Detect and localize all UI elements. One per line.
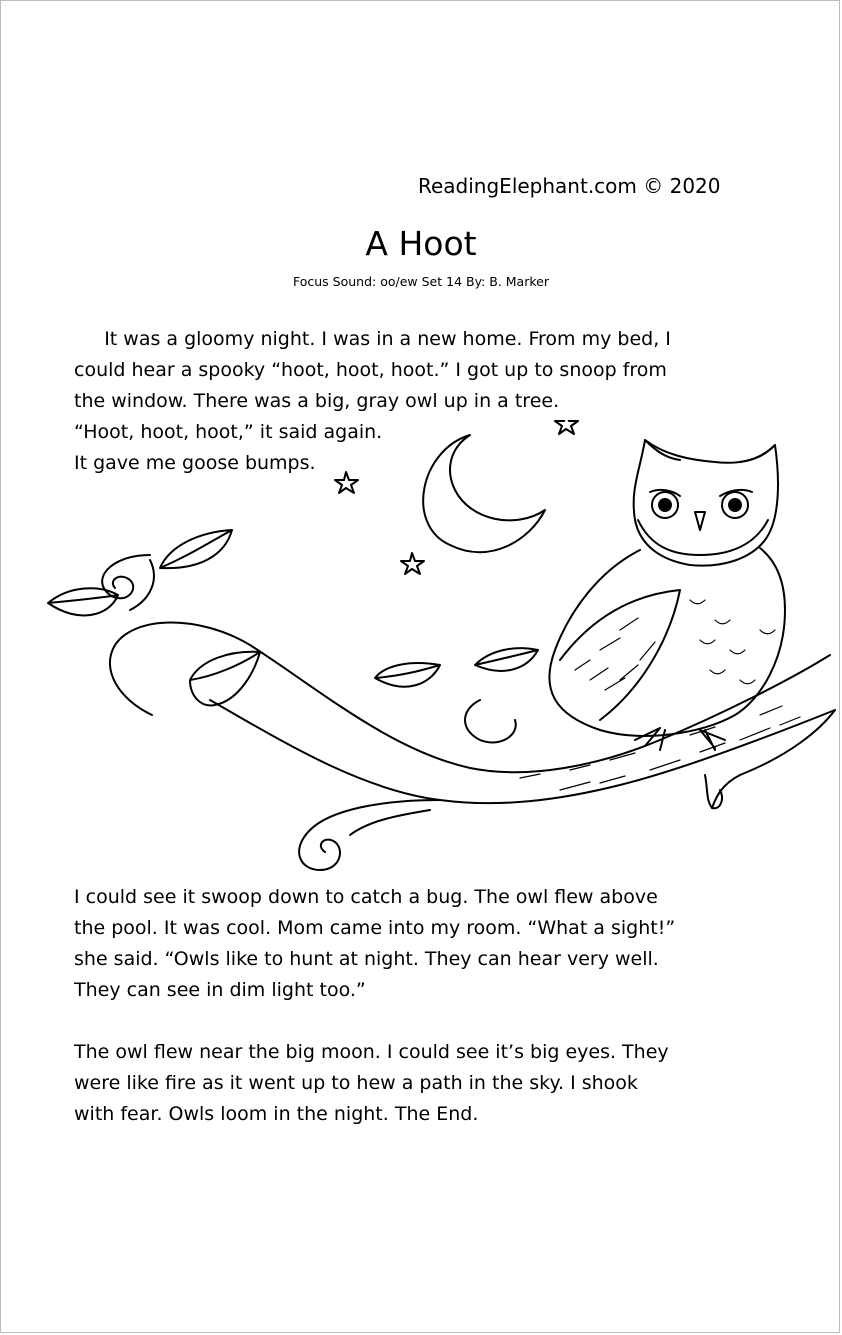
story-line: could hear a spooky “hoot, hoot, hoot.” I got up to snoop from [74, 359, 667, 381]
story-line: the pool. It was cool. Mom came into my room. “What a sight!” [74, 917, 676, 939]
branch-icon [102, 555, 835, 870]
owl-illustration [0, 420, 842, 880]
star-icon [401, 553, 424, 574]
owl-icon [549, 440, 785, 750]
leaf-icon [475, 648, 538, 671]
leaf-icon [190, 652, 260, 706]
star-icon [555, 420, 578, 434]
copyright-notice: ReadingElephant.com © 2020 [418, 174, 721, 198]
story-line: were like fire as it went up to hew a path in the sky. I shook [74, 1072, 638, 1094]
story-line: The owl flew near the big moon. I could see it’s big eyes. They [74, 1041, 669, 1063]
story-line: she said. “Owls like to hunt at night. They can hear very well. [74, 948, 659, 970]
story-line: I could see it swoop down to catch a bug. The owl flew above [74, 886, 658, 908]
story-line: They can see in dim light too.” [74, 979, 366, 1001]
moon-icon [423, 435, 545, 552]
star-icon [335, 472, 358, 493]
page-title: A Hoot [365, 224, 477, 263]
focus-sound-subtitle: Focus Sound: oo/ew Set 14 By: B. Marker [293, 274, 549, 289]
leaf-icon [160, 530, 232, 568]
leaf-icon [375, 663, 440, 687]
story-line: with fear. Owls loom in the night. The End. [74, 1103, 479, 1125]
story-line: “Hoot, hoot, hoot,” it said again. [74, 421, 383, 443]
story-line: It was a gloomy night. I was in a new home. From my bed, I [74, 328, 671, 350]
story-line: the window. There was a big, gray owl up in a tree. [74, 390, 560, 412]
story-line: It gave me goose bumps. [74, 452, 316, 474]
